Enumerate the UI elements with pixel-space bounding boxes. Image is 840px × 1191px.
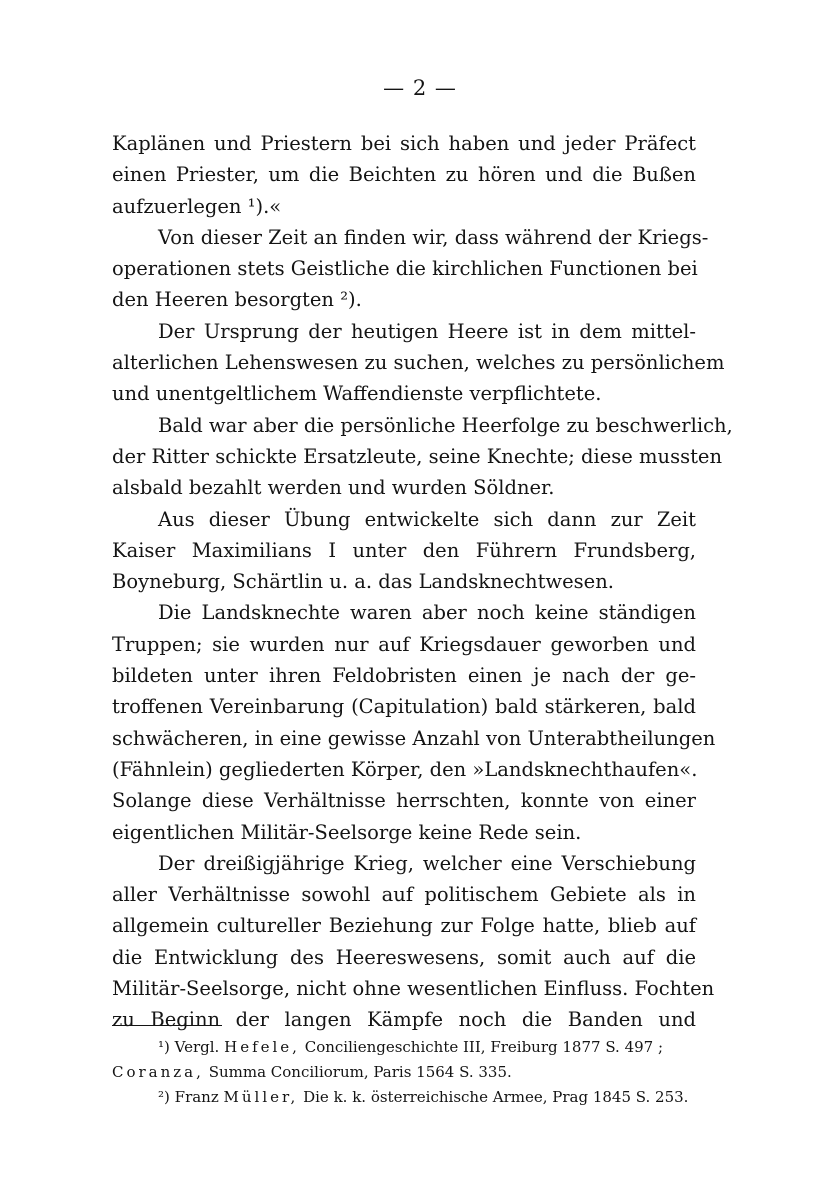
- text-line: zu Beginn der langen Kämpfe noch die Banden und: [112, 1008, 696, 1032]
- text-line: operationen stets Geistliche die kirchlichen Functionen bei: [112, 257, 698, 281]
- footnote-author: Hefele,: [224, 1038, 300, 1056]
- footnotes: [112, 1035, 696, 1110]
- text-line: eigentlichen Militär-Seelsorge keine Rede sein.: [112, 820, 582, 844]
- text-line: schwächeren, in eine gewisse Anzahl von Unterabtheilungen: [112, 726, 716, 750]
- text-line: Von dieser Zeit an finden wir, dass während der Kriegs-: [158, 225, 709, 249]
- text-line: der Ritter schickte Ersatzleute, seine Knechte; diese mussten: [112, 444, 723, 468]
- footnote-text: Conciliengeschichte III, Freiburg 1877 S. 497 ;: [304, 1038, 664, 1056]
- text-line: Militär-Seelsorge, nicht ohne wesentlichen Einfluss. Fochten: [112, 977, 715, 1001]
- text-line: alsbald bezahlt werden und wurden Söldner.: [112, 476, 555, 500]
- text-line: Kaplänen und Priestern bei sich haben und jeder Präfect: [112, 132, 696, 155]
- text-line: Boyneburg, Schärtlin u. a. das Landsknechtwesen.: [112, 570, 614, 594]
- text-line: Der dreißigjährige Krieg, welcher eine Verschiebung: [158, 851, 696, 875]
- footnote-mark: ¹): [158, 1038, 170, 1056]
- text-line: (Fähnlein) gegliederten Körper, den »Landsknechthaufen«.: [112, 757, 698, 781]
- page-number: — 2 —: [383, 76, 457, 100]
- text-line: Die Landsknechte waren aber noch keine ständigen: [158, 601, 696, 625]
- text-line: die Entwicklung des Heereswesens, somit auch auf die: [112, 945, 696, 969]
- footnote-prefix: Franz: [174, 1088, 219, 1106]
- footnote-divider: [112, 1025, 222, 1026]
- text-line: Aus dieser Übung entwickelte sich dann zur Zeit: [158, 507, 696, 531]
- text-line: Der Ursprung der heutigen Heere ist in dem mittel-: [158, 319, 696, 343]
- text-line: Solange diese Verhältnisse herrschten, konnte von einer: [112, 789, 696, 813]
- footnote-1-line-2: [112, 1060, 696, 1085]
- text-line: Kaiser Maximilians I unter den Führern Frundsberg,: [112, 538, 696, 562]
- footnote-2: [112, 1085, 696, 1110]
- footnote-1-line-1: [112, 1035, 696, 1060]
- text-line: Bald war aber die persönliche Heerfolge zu beschwerlich,: [158, 413, 733, 437]
- body-text: [112, 128, 733, 1036]
- text-line: bildeten unter ihren Feldobristen einen je nach der ge-: [112, 664, 696, 688]
- footnote-prefix: Vergl.: [174, 1038, 220, 1056]
- text-line: Truppen; sie wurden nur auf Kriegsdauer geworben und: [112, 632, 696, 656]
- text-line: allgemein cultureller Beziehung zur Folge hatte, blieb auf: [112, 914, 696, 938]
- text-line: und unentgeltlichem Waffendienste verpflichtete.: [112, 382, 602, 406]
- text-line: alterlichen Lehenswesen zu suchen, welches zu persönlichem: [112, 351, 725, 375]
- text-line: aufzuerlegen ¹).«: [112, 194, 282, 218]
- footnote-author: Coranza,: [112, 1063, 204, 1081]
- footnote-text: Die k. k. österreichische Armee, Prag 1845 S. 253.: [303, 1088, 689, 1106]
- text-line: den Heeren besorgten ²).: [112, 288, 362, 312]
- footnote-mark: ²): [158, 1088, 170, 1106]
- text-line: troffenen Vereinbarung (Capitulation) bald stärkeren, bald: [112, 695, 696, 719]
- footnote-author: Müller,: [223, 1088, 299, 1106]
- text-line: aller Verhältnisse sowohl auf politischem Gebiete als in: [112, 883, 696, 907]
- text-line: einen Priester, um die Beichten zu hören und die Bußen: [112, 163, 696, 187]
- footnote-text: Summa Conciliorum, Paris 1564 S. 335.: [208, 1063, 512, 1081]
